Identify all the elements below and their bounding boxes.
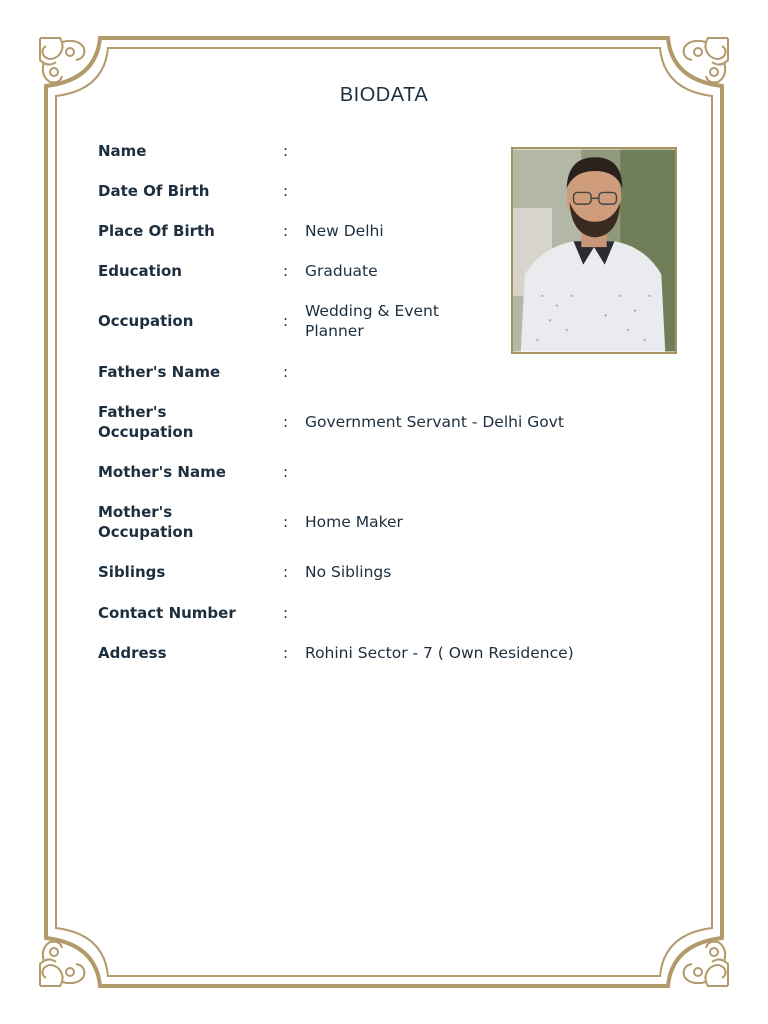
field-row-fathers-name xyxy=(98,362,618,382)
field-separator: : xyxy=(283,604,289,622)
field-separator: : xyxy=(283,644,289,662)
field-separator: : xyxy=(283,463,289,481)
field-label: Education xyxy=(98,262,182,280)
document-title: BIODATA xyxy=(339,84,429,106)
field-label: Name xyxy=(98,142,147,160)
field-value: Graduate xyxy=(305,262,378,280)
field-row-address xyxy=(98,643,618,663)
field-row-siblings xyxy=(98,562,618,582)
field-label: Siblings xyxy=(98,563,166,581)
field-row-contact-number xyxy=(98,603,618,623)
field-label: Place Of Birth xyxy=(98,222,215,240)
field-separator: : xyxy=(283,182,289,200)
field-separator: : xyxy=(283,142,289,160)
field-row-place-of-birth xyxy=(98,221,618,241)
field-value: New Delhi xyxy=(305,222,384,240)
field-value: No Siblings xyxy=(305,563,392,581)
field-label: Mother's Occupation xyxy=(98,503,194,541)
field-separator: : xyxy=(283,413,289,431)
field-label: Father's Name xyxy=(98,363,221,381)
field-label: Date Of Birth xyxy=(98,182,210,200)
field-separator: : xyxy=(283,513,289,531)
field-label: Father's Occupation xyxy=(98,403,194,441)
field-value: Rohini Sector - 7 ( Own Residence) xyxy=(305,644,574,662)
field-value: Home Maker xyxy=(305,513,403,531)
field-separator: : xyxy=(283,563,289,581)
field-row-education xyxy=(98,261,618,281)
field-label: Contact Number xyxy=(98,604,236,622)
field-separator: : xyxy=(283,312,289,330)
field-row-fathers-occupation xyxy=(98,402,618,442)
field-row-date-of-birth xyxy=(98,181,618,201)
field-value: Government Servant - Delhi Govt xyxy=(305,413,564,431)
field-label: Occupation xyxy=(98,312,194,330)
field-value: Wedding & Event Planner xyxy=(305,302,439,340)
field-label: Address xyxy=(98,644,167,662)
field-separator: : xyxy=(283,222,289,240)
field-label: Mother's Name xyxy=(98,463,226,481)
field-row-name xyxy=(98,141,618,161)
field-separator: : xyxy=(283,262,289,280)
field-row-mothers-occupation xyxy=(98,502,618,542)
field-separator: : xyxy=(283,363,289,381)
field-row-occupation xyxy=(98,301,618,341)
field-row-mothers-name xyxy=(98,462,618,482)
